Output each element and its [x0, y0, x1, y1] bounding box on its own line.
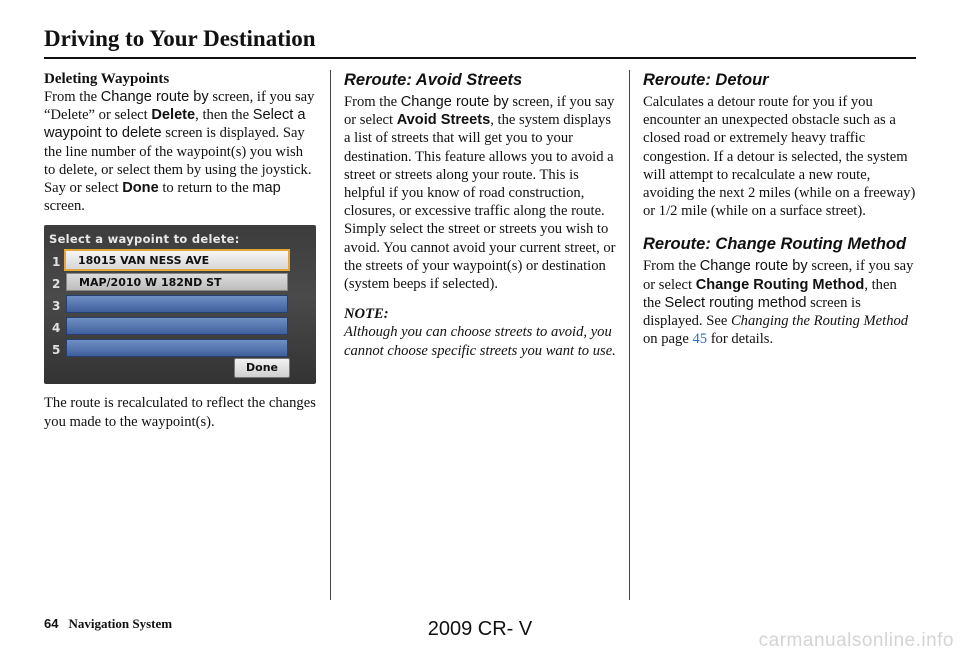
paragraph-detour: Calculates a detour route for you if you encounter an unexpected obstacle such as a closed road or extremely heavy traffic congestion. If a detour is selected, the system will attempt to recalculate a new route, avoiding the next 2 miles (while on a freeway) or 1/2 mile (while on a surface street). [643, 94, 916, 220]
term-select-waypoint: Select a waypoint to delete [44, 107, 306, 142]
footer-section: Navigation System [68, 616, 173, 631]
text: , the system displays a list of streets that will get you to your destination. This feature allows you to avoid a street or streets along your route. This is helpful if you know of road construction, closures, or excessive traffic along the route. Simply select the street or streets you wish to avoid. You cannot avoid your current street, or the streets of your waypoint(s) or destination (system beeps if selected). [344, 112, 616, 293]
waypoint-number: 4 [52, 321, 61, 336]
text: screen, if you say “Delete” or select [44, 89, 315, 124]
term-change-route-by: Change route by [400, 94, 509, 110]
waypoint-screen-image [44, 225, 316, 384]
term-change-route-by: Change route by [699, 258, 808, 275]
waypoint-number: 2 [52, 277, 61, 292]
term-delete: Delete [151, 107, 196, 124]
term-avoid-streets: Avoid Streets [396, 112, 491, 129]
waypoint-row-1: 18015 VAN NESS AVE [64, 249, 290, 271]
paragraph-avoid-streets [344, 93, 618, 293]
column-avoid-streets [344, 70, 618, 360]
term-change-route-by: Change route by [100, 89, 209, 105]
note-label: NOTE: [344, 306, 389, 323]
waypoint-number: 3 [52, 299, 61, 314]
text: to return to the [158, 180, 253, 197]
page-title: Driving to Your Destination [44, 26, 316, 51]
column-detour [643, 70, 917, 348]
paragraph-change-routing-method [643, 257, 917, 348]
text: From the [643, 258, 700, 275]
text: for details. [707, 331, 774, 348]
page-number: 64 [44, 616, 59, 631]
text: screen. [44, 198, 85, 215]
cross-reference: Changing the Routing Method [730, 313, 909, 330]
screen-title: Select a waypoint to delete: [49, 232, 240, 247]
heading-avoid-streets: Reroute: Avoid Streets [344, 71, 523, 89]
term-change-routing-method: Change Routing Method [695, 276, 865, 293]
text: , then the [643, 276, 897, 311]
text: , then the [195, 107, 253, 124]
site-watermark: carmanualsonline.info [758, 630, 954, 651]
header-rule [44, 57, 916, 59]
column-deleting-waypoints [44, 70, 316, 431]
waypoint-row-5 [66, 339, 288, 357]
text: screen is displayed. Say the line number of the waypoint(s) you wish to delete, or select them by using the joystick. Say or select [44, 125, 312, 197]
page-link-45[interactable]: 45 [692, 331, 708, 348]
heading-detour: Reroute: Detour [643, 71, 769, 89]
text: From the [44, 89, 101, 105]
done-button: Done [234, 358, 290, 378]
waypoint-number: 1 [52, 255, 61, 270]
text: on page [643, 331, 693, 348]
text: screen, if you say or select [344, 94, 615, 129]
term-select-routing-method: Select routing method [664, 294, 807, 311]
column-divider [330, 70, 331, 600]
note-text: Although you can choose streets to avoid, you cannot choose specific streets you want to use. [344, 324, 616, 359]
paragraph-route-recalculated: The route is recalculated to reflect the changes you made to the waypoint(s). [44, 395, 316, 430]
waypoint-number: 5 [52, 343, 61, 358]
waypoint-row-2: MAP/2010 W 182ND ST [66, 273, 288, 291]
heading-change-routing-method: Reroute: Change Routing Method [643, 235, 907, 254]
term-done: Done [122, 180, 159, 197]
model-watermark: 2009 CR- V [427, 618, 533, 640]
heading-deleting-waypoints: Deleting Waypoints [44, 71, 170, 87]
text: From the [344, 94, 401, 110]
waypoint-row-3 [66, 295, 288, 313]
column-divider [629, 70, 630, 600]
text: screen, if you say or select [643, 258, 914, 293]
term-map: map [252, 180, 281, 197]
paragraph-deleting-waypoints [44, 88, 316, 215]
waypoint-row-4 [66, 317, 288, 335]
text: screen is displayed. See [643, 294, 861, 330]
